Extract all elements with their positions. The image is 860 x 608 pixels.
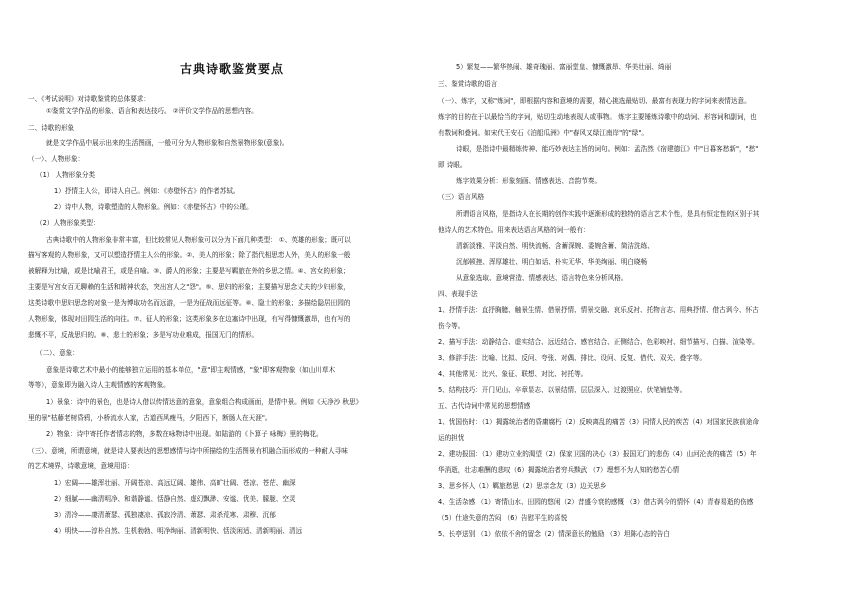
text-line: 5）繁复——繁华热闹、雄奇瑰丽、富丽堂皇、慷慨激昂、华美壮丽、绮丽 [456,63,672,71]
text-line: 4）明快——淳朴自然、生机勃勃、明净绚丽、清新明快、恬淡闲适、清新明丽、清远 [54,527,303,535]
text-line: 炼字的目的在于以最恰当的字词，贴切生动地表现人或事物。 炼字主要锤炼诗歌中的动词、形容词和副词，也 [438,113,757,121]
text-line: 3、修辞手法：比喻、比拟、反问、夸张、对偶、排比、设问、反复、借代、双关、叠字等。 [438,354,706,362]
text-line: 4、其他常见：比兴、象征、联想、对比、衬托等。 [438,370,588,378]
text-line: 清新淡雅、平淡自然、明快流畅、含蓄深婉、委婉含蓄、简洁洗练、 [456,242,654,250]
text-line: 3、思乡怀人（1）羁旅愁思（2）思亲念友（3）边关思乡 [438,482,607,490]
text-line: （三）、意境，所谓意境，就是诗人要表达的思想感情与诗中所描绘的生活图景有机融合而形成的一种耐人寻味 [28,447,348,455]
text-line: 就是文学作品中展示出来的生活图画，一般可分为人物形象和自然景物形象(意象)。 [46,139,289,147]
text-line: 2、建功报国：（1）建功立业的渴望（2）保家卫国的决心（3）报国无门的悲伤（4）山河沦丧的痛苦（5）年 [438,450,757,458]
text-line: 被解释为比喻，或是比喻君王，或是自喻。③、爵人的形象；主要是写羁旅在外的乡思之情。④、宫女的形象； [28,267,350,275]
text-line: （1） 人物形象分类 [36,171,96,179]
text-line: 从意象选取、意境营造、情感表达、语言特色来分析风格。 [456,274,628,282]
text-line: 5、长亭送别 （1）依依不舍的留念（2）情深意长的勉励 （3）坦陈心态的告白 [438,530,670,538]
text-line: ①鉴赏文学作品的形象、语言和表达技巧。 ②评价文学作品的思想内容。 [46,107,258,115]
section-heading: 四、表现手法 [438,290,478,298]
text-line: 意象是诗歌艺术中最小的能够独立运用的基本单位，"意"即主观情感，"象"即客观物象（如山川草木 [46,366,336,374]
section-heading: 五、古代诗词中常见的思想情感 [438,402,531,410]
text-line: （一）、人物形象： [28,155,85,163]
text-line: 1）景象：诗中的景色，也是诗人借以传情达意的意象，意象组合构成画面，是情中景。例如《天净沙 秋思》 [46,398,363,406]
text-line: （三）语言风格 [438,193,485,201]
page-title: 古典诗歌鉴赏要点 [180,62,285,76]
text-line: 这类诗歌中思妇思念的对象一是为博取功名而远游，一是为征战而远征等。⑥、隐士的形象；多描绘隐居田园的 [28,299,351,307]
text-line: （二）、意象： [36,349,79,357]
text-line: 他诗人的艺术特色。用来表达语言风格的词一般有： [438,226,590,234]
text-line: 伤今等。 [438,322,465,330]
text-line: 描写客观的人物形象，又可以塑造抒情主人公的形象。②、美人的形象；除了指代相思恋人外，美人的形象一般 [28,251,351,259]
text-line: 1、忧国伤时：（1）揭露统治者的昏庸腐朽（2）反映离乱的痛苦（3）同情人民的疾苦（4）对国家民族前途命 [438,418,759,426]
text-line: 诗眼，是指诗中最精练传神、能巧妙表达主旨的词句。例如：孟浩然《宿建德江》中"日暮客愁新"，"愁" [456,145,759,153]
text-line: 有数词和叠词。如宋代王安石《泊船瓜洲》中"春风又绿江南岸"的"绿"。 [438,129,648,137]
text-line: （一）、炼字，又称"炼词"，即根据内容和意境的需要，精心挑选最贴切、最富有表现力的字词来表情达意。 [438,97,751,105]
text-line: 所谓语言风格，是指诗人在长期的创作实践中逐渐形成的独特的语言艺术个性，是具有恒定性的区别于其 [456,210,760,218]
text-line: 主要是写宫女百无聊赖的生活和精神状态，突出宫人之"怨"。⑤、思妇的形象；主要描写思念丈夫的少妇形象， [28,283,350,291]
text-line: 一、《考试说明》对诗歌鉴赏的总体要求： [28,95,150,103]
text-line: 的艺术境界，诗歌意境，意境用语： [28,462,134,470]
text-line: 运的担忧 [438,434,465,442]
text-line: 里的景"枯藤老树昏鸦，小桥流水人家，古道西风瘦马，夕阳西下，断肠人在天涯"。 [28,414,272,422]
text-line: 人物形象，体现对田园生活的向往。⑦、征人的形象；这类形象多在边塞诗中出现，有写得慷慨激昂，也有写的 [28,315,351,323]
text-line: 2）物象：诗中寄托作者情志的物，多数在咏物诗中出现。如陆游的《卜算子 咏梅》里的梅花。 [46,430,323,438]
section-heading: 二、诗歌的形象 [28,124,75,132]
text-line: 等等），意象即为融入诗人主观情感的客观物象。 [28,381,170,389]
text-line: 1）宏阔——雄浑壮丽、开阔苍凉、高远辽阔、雄伟、高旷壮阔、苍凉、苍茫、幽深 [54,479,296,487]
text-line: 2）诗中人物，诗歌塑造的人物形象。例如：《赤壁怀古》中的公瑾。 [54,203,253,211]
text-line: 华消逝，壮志难酬的悲叹（6）揭露统治者穷兵黩武 （7）理想不为人知的愁苦心情 [438,466,680,474]
text-line: 悲慨不平，反战思归的。⑧、悲士的形象；多是写功业难成，报国无门的情形。 [28,331,259,339]
text-line: 沉郁顿挫、浑厚雄壮、明白如话、朴实无华、华美绚丽、明白晓畅 [456,258,648,266]
text-line: 2、描写手法：动静结合、虚实结合、远近结合、感官结合、正侧结合、色彩映衬、细节描写、白描、渲染等。 [438,338,759,346]
text-line: 古典诗歌中的人物形象非常丰富，但比较常见人物形象可以分为下面几种类型： ①、英雄的形象；既可以 [46,236,351,244]
text-line: 1）抒情主人公，即诗人自己。例如：《赤壁怀古》的作者苏轼。 [54,187,240,195]
text-line: （5）仕途失意的苦闷 （6）告慰平生的喜悦 [438,514,568,522]
text-line: 炼字效果分析：形象刻画、情感表达、音韵节奏。 [456,177,602,185]
text-line: 2）细腻——幽清明净、和谐静谧、恬静自然、虚幻飘渺、安谧、优美、朦胧、空灵 [54,495,296,503]
text-line: （2）人物形象类型： [36,219,100,227]
text-line: 即 诗眼。 [438,161,467,169]
text-line: 3）清冷——凄清萧瑟、孤独凄凉、孤寂冷清、萧瑟、肃杀荒寒、肃穆、沉郁 [54,511,276,519]
text-line: 4、生活杂感 （1）寄情山水、田园的悠闲（2）昔盛今衰的感慨 （3）借古讽今的情怀（4）青春易逝的伤感 [438,498,754,506]
section-heading: 三、鉴赏诗歌的语言 [438,80,498,88]
text-line: 1、抒情手法：直抒胸臆、触景生情、借景抒情、情景交融、哀乐反衬、托物言志、用典抒情、借古讽今、怀古 [438,306,759,314]
text-line: 5、结构技巧：开门见山、卒章显志、以景结情、层层深入、过渡照应、伏笔铺垫等。 [438,386,687,394]
